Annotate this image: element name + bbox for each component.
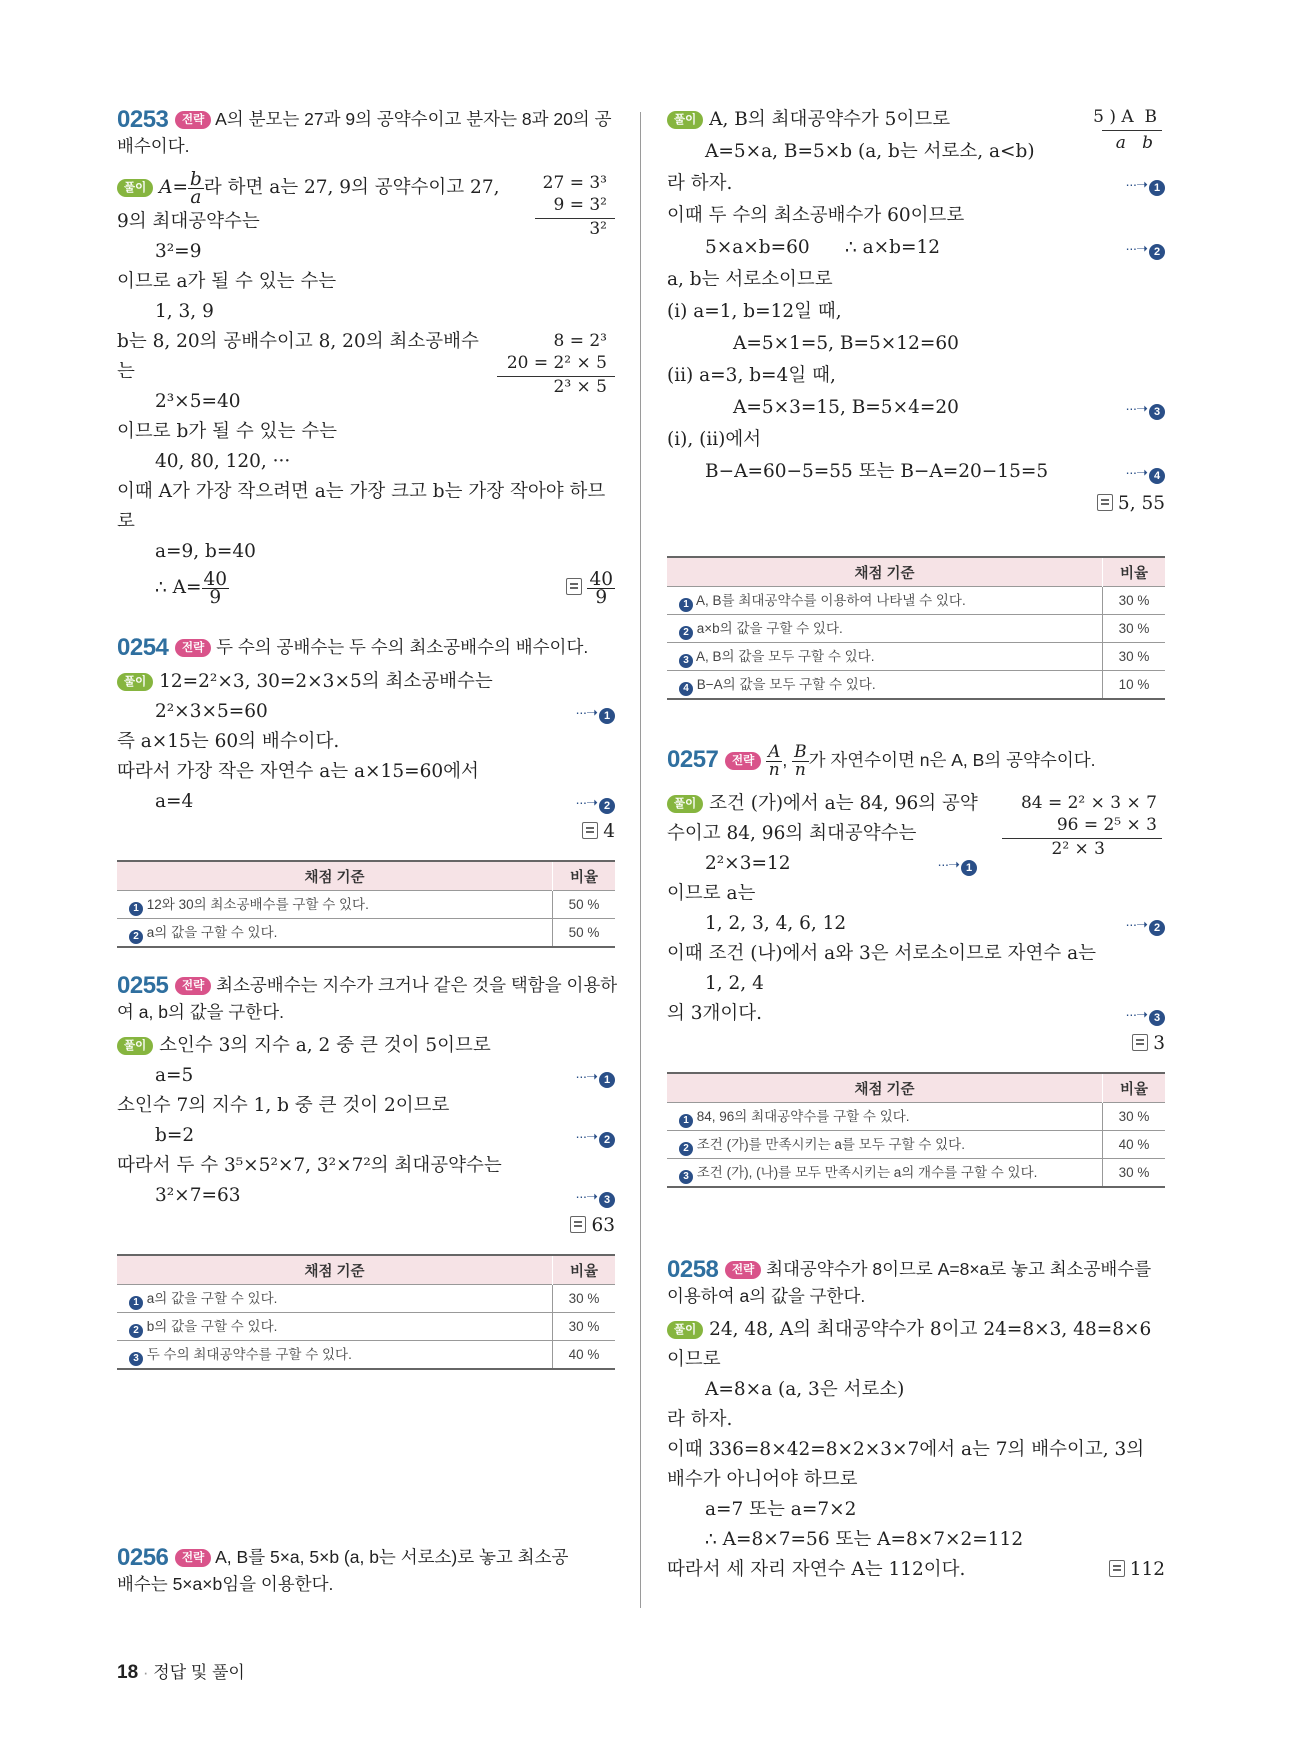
grading-ratio: 40 % bbox=[1103, 1131, 1166, 1159]
solution-line-3: 2²×3=12 bbox=[705, 853, 791, 874]
marker-arrow: ···➝ bbox=[575, 1128, 597, 1144]
grading-table bbox=[117, 860, 615, 948]
grading-header-criteria: 채점 기준 bbox=[667, 557, 1103, 587]
problem-number: 0255 bbox=[117, 972, 169, 999]
solution-line-1 bbox=[667, 108, 950, 132]
solution-line-9: 따라서 세 자리 자연수 A는 112이다. bbox=[667, 1559, 966, 1580]
fraction-b-over-a bbox=[188, 168, 204, 208]
grading-row bbox=[117, 1285, 615, 1313]
solution-line-5: 5×a×b=60 ∴ a×b=12 bbox=[705, 237, 941, 258]
frac-num: A bbox=[768, 741, 781, 762]
solution-line-1 bbox=[117, 1034, 491, 1058]
solution-line-12: B−A=60−5=55 또는 B−A=20−15=5 bbox=[705, 461, 1049, 482]
frac-den: 9 bbox=[595, 586, 608, 608]
frac-num: b bbox=[189, 168, 202, 190]
criterion-text: b의 값을 구할 수 있다. bbox=[146, 1319, 278, 1334]
footer-separator: · bbox=[142, 1663, 149, 1682]
grading-table bbox=[667, 556, 1165, 700]
marker-arrow: ···➝ bbox=[1125, 464, 1147, 480]
grading-criterion bbox=[667, 671, 1103, 700]
grading-criterion bbox=[667, 587, 1103, 615]
criterion-number: 2 bbox=[129, 930, 143, 944]
grading-ratio: 30 % bbox=[1103, 587, 1166, 615]
answer-fraction bbox=[587, 568, 615, 608]
strategy-text-cont: 배수이다. bbox=[117, 136, 190, 156]
marker-3 bbox=[1125, 1006, 1165, 1026]
strategy-tag: 전략 bbox=[175, 639, 211, 657]
text: 24, 48, A의 최대공약수가 8이고 24=8×3, 48=8×6 bbox=[709, 1319, 1152, 1340]
solution-line-2: A=5×a, B=5×b (a, b는 서로소, a<b) bbox=[705, 141, 1035, 162]
solution-line-2: 2²×3×5=60 bbox=[155, 701, 268, 722]
grading-header-ratio: 비율 bbox=[553, 861, 616, 891]
side-calc-result: a b bbox=[1115, 133, 1153, 153]
grading-ratio: 10 % bbox=[1103, 671, 1166, 700]
strategy-line bbox=[725, 1257, 1151, 1281]
grading-row bbox=[117, 1313, 615, 1341]
frac-num: 40 bbox=[589, 568, 613, 590]
side-calc-result: 2³ × 5 bbox=[553, 377, 607, 397]
marker-arrow: ···➝ bbox=[575, 704, 597, 720]
grading-row bbox=[667, 1103, 1165, 1131]
criterion-number: 1 bbox=[679, 598, 693, 612]
answer bbox=[582, 820, 615, 844]
criterion-number: 3 bbox=[679, 654, 693, 668]
problem-number: 0256 bbox=[117, 1544, 169, 1571]
criterion-number: 2 bbox=[679, 1142, 693, 1156]
marker-1 bbox=[575, 1068, 615, 1088]
grading-criterion bbox=[667, 1131, 1103, 1159]
strategy-text-cont: 이용하여 a의 값을 구한다. bbox=[667, 1286, 866, 1306]
solution-line-6: 3²×7=63 bbox=[155, 1185, 241, 1206]
solution-line-5: 따라서 두 수 3⁵×5²×7, 3²×7²의 최대공약수는 bbox=[117, 1155, 502, 1176]
strategy-text-cont: 여 a, b의 값을 구한다. bbox=[117, 1002, 284, 1022]
solution-line-6: 배수가 아니어야 하므로 bbox=[667, 1469, 858, 1490]
solution-line-4: 라 하자. bbox=[667, 1409, 733, 1430]
strategy-tag: 전략 bbox=[175, 111, 211, 129]
solution-line-7: a=7 또는 a=7×2 bbox=[705, 1499, 857, 1520]
marker-number: 1 bbox=[961, 860, 977, 876]
grading-ratio: 30 % bbox=[1103, 1159, 1166, 1188]
marker-number: 2 bbox=[1149, 244, 1165, 260]
strategy-line bbox=[175, 1545, 568, 1569]
strategy-tag: 전략 bbox=[725, 1261, 761, 1279]
answer-value: 5, 55 bbox=[1117, 493, 1165, 514]
grading-header-ratio: 비율 bbox=[553, 1255, 616, 1285]
grading-row bbox=[117, 919, 615, 948]
grading-ratio: 50 % bbox=[553, 919, 616, 948]
text: 조건 (가)에서 a는 84, 96의 공약 bbox=[709, 793, 978, 814]
problem-number: 0258 bbox=[667, 1256, 719, 1283]
problem-number: 0257 bbox=[667, 746, 719, 773]
solution-line-11: (ⅰ), (ⅱ)에서 bbox=[667, 429, 762, 450]
criterion-text: B−A의 값을 모두 구할 수 있다. bbox=[696, 677, 876, 692]
grading-row bbox=[667, 1159, 1165, 1188]
side-calc-27-9: 27 = 3³ 9 = 3² bbox=[542, 173, 607, 215]
marker-number: 2 bbox=[599, 1132, 615, 1148]
solution-line-7: 는 bbox=[117, 361, 135, 382]
criterion-text: A, B를 최대공약수를 이용하여 나타낼 수 있다. bbox=[696, 593, 966, 608]
answer-icon bbox=[1109, 1560, 1125, 1577]
criterion-text: a×b의 값을 구할 수 있다. bbox=[696, 621, 843, 636]
solution-line-3: A=8×a (a, 3은 서로소) bbox=[705, 1379, 905, 1400]
grading-criterion bbox=[117, 1341, 553, 1370]
marker-2 bbox=[1125, 916, 1165, 936]
marker-3 bbox=[1125, 400, 1165, 420]
criterion-number: 2 bbox=[129, 1324, 143, 1338]
answer bbox=[570, 1214, 615, 1238]
marker-1 bbox=[1125, 176, 1165, 196]
solution-line-2: 9의 최대공약수는 bbox=[117, 211, 260, 232]
marker-4 bbox=[1125, 464, 1165, 484]
solution-line-1 bbox=[667, 1318, 1151, 1342]
marker-number: 1 bbox=[599, 1072, 615, 1088]
text: 소인수 3의 지수 a, 2 중 큰 것이 5이므로 bbox=[159, 1035, 491, 1056]
solution-line-9: (ⅱ) a=3, b=4일 때, bbox=[667, 365, 836, 386]
side-calc-8-20: 8 = 2³ 20 = 2² × 5 bbox=[506, 331, 607, 373]
strategy-line bbox=[175, 973, 617, 997]
side-calc-division: 5 ) A B bbox=[1093, 107, 1157, 127]
grading-criterion bbox=[667, 1159, 1103, 1188]
grading-ratio: 30 % bbox=[1103, 643, 1166, 671]
answer-value: 63 bbox=[591, 1215, 615, 1236]
answer-icon bbox=[1132, 1034, 1148, 1051]
solution-line-10: 40, 80, 120, ··· bbox=[155, 451, 291, 472]
solution-line-5: 1, 2, 3, 4, 6, 12 bbox=[705, 913, 847, 934]
criterion-number: 1 bbox=[129, 902, 143, 916]
criterion-number: 2 bbox=[679, 626, 693, 640]
solution-line-4: 이므로 a는 bbox=[667, 883, 756, 904]
fraction-A-over-n bbox=[766, 741, 782, 780]
answer-icon bbox=[1097, 494, 1113, 511]
grading-ratio: 50 % bbox=[553, 891, 616, 919]
solution-line-14 bbox=[155, 568, 229, 608]
criterion-text: a의 값을 구할 수 있다. bbox=[146, 1291, 278, 1306]
criterion-text: 12와 30의 최소공배수를 구할 수 있다. bbox=[146, 897, 369, 912]
fraction-B-over-n bbox=[792, 741, 809, 780]
criterion-text: 조건 (가), (나)를 모두 만족시키는 a의 개수를 구할 수 있다. bbox=[696, 1165, 1038, 1180]
grading-row bbox=[667, 587, 1165, 615]
marker-arrow: ···➝ bbox=[1125, 176, 1147, 192]
marker-arrow: ···➝ bbox=[937, 856, 959, 872]
solution-line-4: 이므로 a가 될 수 있는 수는 bbox=[117, 271, 337, 292]
grading-table bbox=[117, 1254, 615, 1370]
grading-header-criteria: 채점 기준 bbox=[117, 1255, 553, 1285]
math-text: A= bbox=[159, 177, 188, 198]
frac-den: 9 bbox=[209, 586, 222, 608]
answer bbox=[1132, 1032, 1165, 1056]
solution-line-2: 수이고 84, 96의 최대공약수는 bbox=[667, 823, 917, 844]
strategy-text-cont: 배수는 5×a×b임을 이용한다. bbox=[117, 1574, 334, 1594]
criterion-number: 1 bbox=[129, 1296, 143, 1310]
grading-table bbox=[667, 1072, 1165, 1188]
grading-ratio: 30 % bbox=[553, 1285, 616, 1313]
marker-number: 2 bbox=[599, 798, 615, 814]
solution-line-3: 소인수 7의 지수 1, b 중 큰 것이 2이므로 bbox=[117, 1095, 450, 1116]
marker-2 bbox=[575, 1128, 615, 1148]
criterion-text: A, B의 값을 모두 구할 수 있다. bbox=[696, 649, 875, 664]
solution-line-3: 라 하자. bbox=[667, 173, 733, 194]
solution-line-8: ∴ A=8×7=56 또는 A=8×7×2=112 bbox=[705, 1529, 1024, 1550]
criterion-number: 1 bbox=[679, 1114, 693, 1128]
grading-criterion bbox=[667, 1103, 1103, 1131]
strategy-tag: 전략 bbox=[175, 977, 211, 995]
problem-number: 0254 bbox=[117, 634, 169, 661]
solution-tag: 풀이 bbox=[667, 795, 703, 813]
solution-line-4: 따라서 가장 작은 자연수 a는 a×15=60에서 bbox=[117, 761, 479, 782]
solution-line-6: b는 8, 20의 공배수이고 8, 20의 최소공배수 bbox=[117, 331, 479, 352]
math-text: ∴ A= bbox=[155, 577, 202, 598]
marker-number: 2 bbox=[1149, 920, 1165, 936]
solution-line-5: a=4 bbox=[155, 791, 194, 812]
solution-tag: 풀이 bbox=[667, 1321, 703, 1339]
grading-row bbox=[667, 643, 1165, 671]
grading-header-criteria: 채점 기준 bbox=[117, 861, 553, 891]
marker-1 bbox=[575, 704, 615, 724]
solution-line-4: 이때 두 수의 최소공배수가 60이므로 bbox=[667, 205, 965, 226]
answer-value: 3 bbox=[1153, 1033, 1165, 1054]
side-calc-result: 2² × 3 bbox=[1051, 839, 1105, 859]
criterion-text: a의 값을 구할 수 있다. bbox=[146, 925, 278, 940]
solution-line-1 bbox=[667, 792, 978, 816]
marker-3 bbox=[575, 1188, 615, 1208]
strategy-text: 최소공배수는 지수가 크거나 같은 것을 택함을 이용하 bbox=[216, 975, 618, 995]
solution-line-6: a, b는 서로소이므로 bbox=[667, 269, 833, 290]
strategy-text: A의 분모는 27과 9의 공약수이고 분자는 8과 20의 공 bbox=[215, 109, 612, 129]
grading-header-ratio: 비율 bbox=[1103, 557, 1166, 587]
strategy-tag: 전략 bbox=[175, 1549, 211, 1567]
answer-value: 112 bbox=[1129, 1559, 1165, 1580]
solution-line-7: 1, 2, 4 bbox=[705, 973, 764, 994]
solution-line-12: 로 bbox=[117, 511, 135, 532]
section-title: 정답 및 풀이 bbox=[153, 1663, 245, 1682]
criterion-number: 3 bbox=[679, 1170, 693, 1184]
marker-arrow: ···➝ bbox=[575, 794, 597, 810]
strategy-line bbox=[175, 107, 611, 131]
grading-header-criteria: 채점 기준 bbox=[667, 1073, 1103, 1103]
criterion-number: 4 bbox=[679, 682, 693, 696]
solution-line-8: 의 3개이다. bbox=[667, 1003, 763, 1024]
page-footer bbox=[117, 1658, 245, 1684]
text: 라 하면 a는 27, 9의 공약수이고 27, bbox=[203, 177, 500, 198]
grading-row bbox=[117, 1341, 615, 1370]
marker-1 bbox=[937, 856, 977, 876]
solution-line-3: 즉 a×15는 60의 배수이다. bbox=[117, 731, 340, 752]
solution-tag: 풀이 bbox=[667, 111, 703, 129]
frac-num: 40 bbox=[203, 568, 228, 590]
grading-ratio: 30 % bbox=[553, 1313, 616, 1341]
text: 12=2²×3, 30=2×3×5의 최소공배수는 bbox=[159, 671, 493, 692]
solution-tag: 풀이 bbox=[117, 1037, 153, 1055]
grading-criterion bbox=[667, 643, 1103, 671]
answer bbox=[1109, 1558, 1165, 1582]
solution-line-2: 이므로 bbox=[667, 1349, 721, 1370]
solution-tag: 풀이 bbox=[117, 673, 153, 691]
criterion-text: 84, 96의 최대공약수를 구할 수 있다. bbox=[696, 1109, 910, 1124]
marker-number: 1 bbox=[599, 708, 615, 724]
strategy-tag: 전략 bbox=[725, 752, 761, 770]
frac-den: n bbox=[768, 759, 780, 780]
side-calc-rule bbox=[1102, 130, 1162, 131]
marker-number: 3 bbox=[1149, 1010, 1165, 1026]
grading-row bbox=[667, 615, 1165, 643]
marker-2 bbox=[575, 794, 615, 814]
text: A, B의 최대공약수가 5이므로 bbox=[709, 109, 951, 130]
solution-line-2: a=5 bbox=[155, 1065, 194, 1086]
frac-den: n bbox=[794, 759, 806, 780]
solution-line-5: 1, 3, 9 bbox=[155, 301, 214, 322]
answer bbox=[566, 570, 615, 606]
strategy-text: 두 수의 공배수는 두 수의 최소공배수의 배수이다. bbox=[216, 637, 589, 657]
grading-ratio: 30 % bbox=[1103, 1103, 1166, 1131]
grading-criterion bbox=[117, 1285, 553, 1313]
solution-line-1 bbox=[117, 170, 499, 206]
solution-line-5: 이때 336=8×42=8×2×3×7에서 a는 7의 배수이고, 3의 bbox=[667, 1439, 1145, 1460]
column-divider bbox=[640, 112, 641, 1608]
answer-value: 4 bbox=[603, 821, 615, 842]
fraction-40-over-9 bbox=[202, 568, 230, 608]
solution-line-4: b=2 bbox=[155, 1125, 195, 1146]
grading-row bbox=[667, 1131, 1165, 1159]
solution-line-7: (ⅰ) a=1, b=12일 때, bbox=[667, 301, 842, 322]
answer bbox=[1097, 492, 1165, 516]
solution-line-8: 2³×5=40 bbox=[155, 391, 241, 412]
strategy-line: 전략 $\frac{A}{n}$ , $\frac{B}{n}$ 가 자연수이면 n은 A, B의 공약수이다. bbox=[725, 740, 1096, 780]
solution-line-8: A=5×1=5, B=5×12=60 bbox=[733, 333, 959, 354]
strategy-line bbox=[175, 635, 588, 659]
grading-ratio: 40 % bbox=[553, 1341, 616, 1370]
frac-num: B bbox=[794, 741, 807, 762]
solution-line-9: 이므로 b가 될 수 있는 수는 bbox=[117, 421, 337, 442]
marker-number: 3 bbox=[1149, 404, 1165, 420]
solution-line-6: 이때 조건 (나)에서 a와 3은 서로소이므로 자연수 a는 bbox=[667, 943, 1096, 964]
criterion-text: 조건 (가)를 만족시키는 a를 모두 구할 수 있다. bbox=[696, 1137, 965, 1152]
frac-den: a bbox=[190, 186, 202, 208]
grading-criterion bbox=[117, 891, 553, 919]
solution-line-13: a=9, b=40 bbox=[155, 541, 256, 562]
solution-tag: 풀이 bbox=[117, 179, 153, 197]
marker-arrow: ···➝ bbox=[1125, 916, 1147, 932]
solution-line-3: 3²=9 bbox=[155, 241, 202, 262]
marker-arrow: ···➝ bbox=[575, 1188, 597, 1204]
grading-row bbox=[117, 891, 615, 919]
solution-line-11: 이때 A가 가장 작으려면 a는 가장 크고 b는 가장 작아야 하므 bbox=[117, 481, 606, 502]
marker-number: 3 bbox=[599, 1192, 615, 1208]
answer-icon bbox=[570, 1216, 586, 1233]
criterion-text: 두 수의 최대공약수를 구할 수 있다. bbox=[146, 1347, 352, 1362]
answer-icon bbox=[566, 578, 582, 595]
marker-arrow: ···➝ bbox=[575, 1068, 597, 1084]
marker-arrow: ···➝ bbox=[1125, 240, 1147, 256]
marker-2 bbox=[1125, 240, 1165, 260]
grading-ratio: 30 % bbox=[1103, 615, 1166, 643]
strategy-text: 최대공약수가 8이므로 A=8×a로 놓고 최소공배수를 bbox=[766, 1259, 1152, 1279]
side-calc-result: 3² bbox=[589, 219, 607, 239]
side-calc-84-96: 84 = 2² × 3 × 7 96 = 2⁵ × 3 bbox=[1020, 793, 1157, 835]
marker-number: 1 bbox=[1149, 180, 1165, 196]
criterion-number: 3 bbox=[129, 1352, 143, 1366]
grading-row bbox=[667, 671, 1165, 700]
grading-criterion bbox=[117, 1313, 553, 1341]
marker-number: 4 bbox=[1149, 468, 1165, 484]
problem-number: 0253 bbox=[117, 106, 169, 133]
solution-line-1 bbox=[117, 670, 493, 694]
answer-icon bbox=[582, 822, 598, 839]
grading-criterion bbox=[667, 615, 1103, 643]
grading-header-ratio: 비율 bbox=[1103, 1073, 1166, 1103]
marker-arrow: ···➝ bbox=[1125, 400, 1147, 416]
grading-criterion bbox=[117, 919, 553, 948]
solution-line-10: A=5×3=15, B=5×4=20 bbox=[733, 397, 959, 418]
strategy-text: 가 자연수이면 n은 A, B의 공약수이다. bbox=[808, 750, 1096, 770]
page-number: 18 bbox=[117, 1662, 139, 1683]
marker-arrow: ···➝ bbox=[1125, 1006, 1147, 1022]
strategy-text: A, B를 5×a, 5×b (a, b는 서로소)로 놓고 최소공 bbox=[215, 1547, 569, 1567]
